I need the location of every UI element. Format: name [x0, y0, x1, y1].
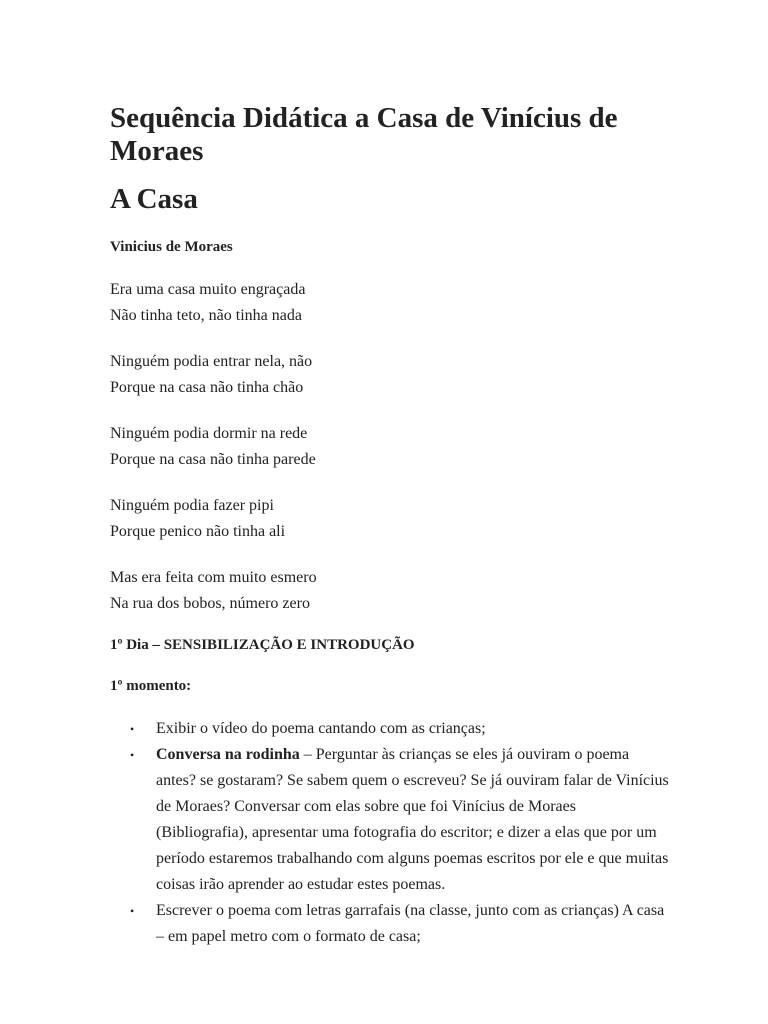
- poem-line: Era uma casa muito engraçada: [110, 281, 306, 298]
- activity-bold-label: Conversa na rodinha: [156, 746, 300, 763]
- poem-stanza: [110, 277, 670, 329]
- poem-title: A Casa: [110, 183, 198, 215]
- activity-list: [110, 716, 670, 950]
- poem-line: Não tinha teto, não tinha nada: [110, 307, 302, 324]
- bullet-icon: •: [130, 904, 135, 918]
- poem-line: Porque penico não tinha ali: [110, 523, 286, 540]
- poem-stanza: [110, 493, 670, 545]
- poem-line: Porque na casa não tinha chão: [110, 379, 304, 396]
- activity-text: Exibir o vídeo do poema cantando com as crianças;: [156, 720, 486, 737]
- poem-stanza: [110, 565, 670, 617]
- moment-heading: 1º momento:: [110, 678, 192, 694]
- poem-line: Ninguém podia dormir na rede: [110, 425, 308, 442]
- poem-stanza: [110, 349, 670, 401]
- list-item: [110, 898, 670, 950]
- poem-stanza: [110, 421, 670, 473]
- bullet-icon: •: [130, 748, 135, 762]
- list-item: [110, 716, 670, 742]
- poem-line: Mas era feita com muito esmero: [110, 569, 317, 586]
- poem-line: Ninguém podia fazer pipi: [110, 497, 274, 514]
- poem-line: Na rua dos bobos, número zero: [110, 595, 310, 612]
- poem-author: Vinicius de Moraes: [110, 239, 233, 255]
- day-heading: 1º Dia – SENSIBILIZAÇÃO E INTRODUÇÃO: [110, 637, 415, 653]
- list-item: [110, 742, 670, 898]
- poem-line: Porque na casa não tinha parede: [110, 451, 316, 468]
- poem-line: Ninguém podia entrar nela, não: [110, 353, 313, 370]
- activity-text: – Perguntar às crianças se eles já ouviram o poema antes? se gostaram? Se sabem quem o escreveu? Se já ouviram falar de Vinícius de Moraes? Conversar com elas sobre que foi Vinícius de Moraes (Bibliografia), apresentar uma fotografia do escritor; e dizer a elas que por um período estaremos trabalhando com alguns poemas escritos por ele e que muitas coisas irão aprender ao estudar estes poemas.: [156, 746, 669, 893]
- document-title: Sequência Didática a Casa de Vinícius de Moraes: [110, 102, 618, 167]
- activity-text: Escrever o poema com letras garrafais (na classe, junto com as crianças) A casa – em papel metro com o formato de casa;: [156, 902, 665, 945]
- document-page: [110, 102, 670, 950]
- bullet-icon: •: [130, 722, 135, 736]
